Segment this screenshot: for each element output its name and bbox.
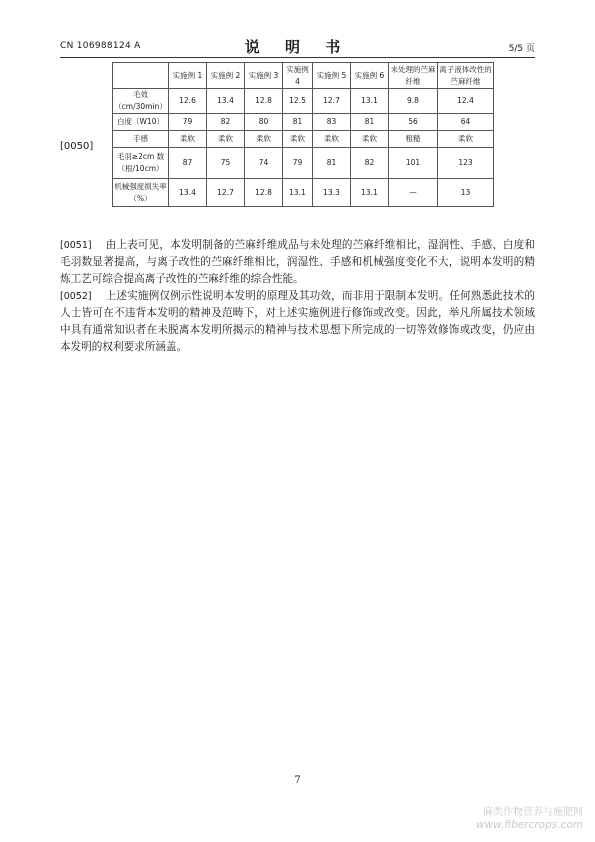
page-number: 7 [294, 775, 301, 786]
table-cell: 82 [351, 148, 389, 179]
table-cell: 74 [245, 148, 283, 179]
table-cell: 79 [169, 114, 207, 131]
table-cell: 56 [389, 114, 438, 131]
patent-number: CN 106988124 A [60, 41, 141, 51]
table-cell: 13.1 [283, 179, 313, 207]
table-row [113, 89, 494, 114]
table-cell: 123 [438, 148, 494, 179]
table-cell: 12.5 [283, 89, 313, 114]
column-header: 未处理的苎麻纤维 [389, 63, 438, 89]
table-cell: 柔软 [283, 131, 313, 148]
table-cell: 柔软 [207, 131, 245, 148]
table-cell: 12.7 [313, 89, 351, 114]
paragraph-text: 由上表可见，本发明制备的苎麻纤维成品与未处理的苎麻纤维相比，湿润性、手感、白度和毛羽数显著提高，与离子改性的苎麻纤维相比，润湿性、手感和机械强度变化不大，说明本发明的精炼工艺可综合提高离子改性的苎麻纤维的综合性能。 [60, 239, 535, 285]
column-header: 实施例 1 [169, 63, 207, 89]
row-label: 手感 [113, 131, 169, 148]
table-row [113, 179, 494, 207]
table-cell: 9.8 [389, 89, 438, 114]
table-cell: 柔软 [245, 131, 283, 148]
column-header: 实施例 5 [313, 63, 351, 89]
table-cell: 13.4 [207, 89, 245, 114]
table-row [113, 131, 494, 148]
table-cell: 12.8 [245, 179, 283, 207]
row-label: 白度（W10） [113, 114, 169, 131]
table-cell: 64 [438, 114, 494, 131]
paragraph-text: 上述实施例仅例示性说明本发明的原理及其功效，而非用于限制本发明。任何熟悉此技术的人士皆可在不违背本发明的精神及范畴下，对上述实施例进行修饰或改变。因此，举凡所属技术领域中具有通常知识者在未脱离本发明所揭示的精神与技术思想下所完成的一切等效修饰或改变，仍应由本发明的权利要求所涵盖。 [60, 290, 535, 353]
table-header-row [113, 63, 494, 89]
table-cell: 79 [283, 148, 313, 179]
table-cell: 80 [245, 114, 283, 131]
column-header: 离子液体改性的苎麻纤维 [438, 63, 494, 89]
table-cell: 柔软 [438, 131, 494, 148]
watermark [476, 806, 583, 832]
table-corner-cell [113, 63, 169, 89]
column-header: 实施例 2 [207, 63, 245, 89]
table-cell: 81 [283, 114, 313, 131]
paragraph-0052 [60, 288, 535, 356]
column-header: 实施例 4 [283, 63, 313, 89]
results-table [112, 62, 494, 207]
table-cell: 83 [313, 114, 351, 131]
table-cell: 13.1 [351, 89, 389, 114]
table-cell: 柔软 [169, 131, 207, 148]
paragraph-0051 [60, 237, 535, 288]
column-header: 实施例 3 [245, 63, 283, 89]
table-row [113, 148, 494, 179]
table-cell: 82 [207, 114, 245, 131]
table-cell: 87 [169, 148, 207, 179]
table-cell: 13.3 [313, 179, 351, 207]
table-paragraph-label: [0050] [60, 141, 94, 152]
column-header: 实施例 6 [351, 63, 389, 89]
table-cell: 粗糙 [389, 131, 438, 148]
page-header [60, 36, 535, 58]
watermark-url: www.fibercrops.com [475, 819, 583, 831]
table-cell: 12.8 [245, 89, 283, 114]
row-label: 毛羽≥2cm 数（根/10cm） [113, 148, 169, 179]
document-title: 说 明 书 [244, 38, 351, 56]
table-cell: 12.6 [169, 89, 207, 114]
table-cell: 81 [351, 114, 389, 131]
watermark-site-name: 麻类作物营养与施肥网 [483, 807, 583, 818]
paragraph-number: [0051] [60, 240, 92, 251]
row-label: 机械强度损失率（%） [113, 179, 169, 207]
table-cell: 12.7 [207, 179, 245, 207]
table-cell: 81 [313, 148, 351, 179]
table-cell: 13 [438, 179, 494, 207]
table-cell: — [389, 179, 438, 207]
table-cell: 13.1 [351, 179, 389, 207]
table-row [113, 114, 494, 131]
table-cell: 101 [389, 148, 438, 179]
row-label: 毛效（cm/30min） [113, 89, 169, 114]
paragraph-number: [0052] [60, 291, 92, 302]
page-indicator: 5/5 页 [508, 44, 535, 54]
table-cell: 柔软 [351, 131, 389, 148]
table-cell: 柔软 [313, 131, 351, 148]
table-cell: 12.4 [438, 89, 494, 114]
table-cell: 13.4 [169, 179, 207, 207]
table-cell: 75 [207, 148, 245, 179]
